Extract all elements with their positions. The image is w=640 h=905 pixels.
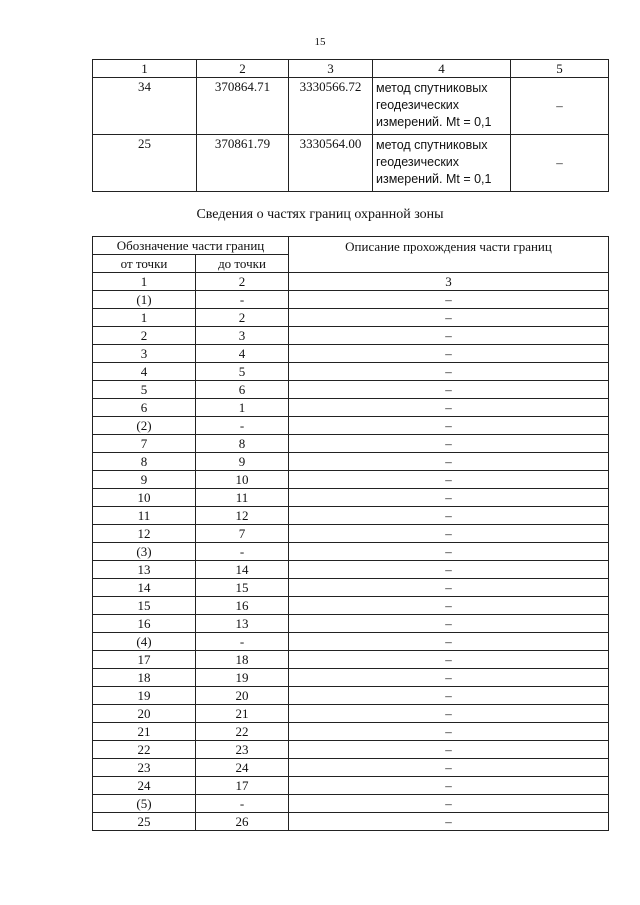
header-to-cell: до точки [196,255,289,273]
from-point-cell: 5 [93,381,196,399]
table-header-row [93,60,609,78]
from-point-cell: (4) [93,633,196,651]
method-cell [373,78,511,135]
y-coordinate-cell: 3330566.72 [289,78,373,135]
to-point-cell: 8 [196,435,289,453]
from-point-cell: 22 [93,741,196,759]
table-row [93,309,609,327]
table-index-row [93,273,609,291]
description-cell: – [289,291,609,309]
description-cell: – [289,345,609,363]
to-point-cell: 16 [196,597,289,615]
to-point-cell: 3 [196,327,289,345]
table-row [93,561,609,579]
x-coordinate-cell: 370861.79 [197,135,289,192]
from-point-cell: 13 [93,561,196,579]
table-row [93,507,609,525]
table-row [93,723,609,741]
table-row [93,777,609,795]
description-cell: – [289,453,609,471]
description-cell: – [289,543,609,561]
table-row [93,579,609,597]
to-point-cell: 21 [196,705,289,723]
section-title: Сведения о частях границ охранной зоны [196,207,444,222]
from-point-cell: 2 [93,327,196,345]
description-cell: – [289,615,609,633]
table-row [93,435,609,453]
from-point-cell: 7 [93,435,196,453]
coordinates-table [92,59,609,192]
from-point-cell: 16 [93,615,196,633]
from-point-cell: 8 [93,453,196,471]
from-point-cell: (3) [93,543,196,561]
method-line: измерений. Mt = 0,1 [376,172,492,186]
method-line: геодезических [376,98,460,112]
description-cell: – [289,669,609,687]
table-row [93,813,609,831]
from-point-cell: 19 [93,687,196,705]
to-point-cell: 17 [196,777,289,795]
x-coordinate-cell: 370864.71 [197,78,289,135]
table-row [93,651,609,669]
index-cell: 3 [289,273,609,291]
to-point-cell: 13 [196,615,289,633]
description-cell: – [289,597,609,615]
table-row [93,453,609,471]
method-cell [373,135,511,192]
description-cell: – [289,777,609,795]
description-cell: – [289,705,609,723]
from-point-cell: 1 [93,309,196,327]
table-row [93,291,609,309]
table-row [93,597,609,615]
note-cell: – [511,78,609,135]
from-point-cell: 9 [93,471,196,489]
table-row [93,417,609,435]
table-row [93,525,609,543]
table-row [93,615,609,633]
to-point-cell: - [196,795,289,813]
table-row [93,705,609,723]
description-cell: – [289,435,609,453]
header-cell: 5 [511,60,609,78]
table-row [93,78,609,135]
to-point-cell: - [196,543,289,561]
from-point-cell: 3 [93,345,196,363]
table-row [93,759,609,777]
table-row [93,471,609,489]
to-point-cell: 4 [196,345,289,363]
from-point-cell: 4 [93,363,196,381]
to-point-cell: 18 [196,651,289,669]
from-point-cell: 21 [93,723,196,741]
from-point-cell: 20 [93,705,196,723]
table-row [93,345,609,363]
page-number: 15 [314,36,326,48]
description-cell: – [289,399,609,417]
note-cell: – [511,135,609,192]
description-cell: – [289,363,609,381]
description-cell: – [289,507,609,525]
to-point-cell: 6 [196,381,289,399]
header-cell: 2 [197,60,289,78]
description-cell: – [289,489,609,507]
to-point-cell: 1 [196,399,289,417]
to-point-cell: 24 [196,759,289,777]
to-point-cell: 12 [196,507,289,525]
method-line: геодезических [376,155,460,169]
table-row [93,399,609,417]
header-cell: 4 [373,60,511,78]
from-point-cell: (1) [93,291,196,309]
header-cell: 1 [93,60,197,78]
description-cell: – [289,795,609,813]
table-row [93,669,609,687]
table-row [93,489,609,507]
description-cell: – [289,813,609,831]
point-cell: 25 [93,135,197,192]
header-from-cell: от точки [93,255,196,273]
method-line: метод спутниковых [376,81,488,95]
description-cell: – [289,579,609,597]
description-cell: – [289,561,609,579]
from-point-cell: 25 [93,813,196,831]
table-row [93,327,609,345]
description-cell: – [289,327,609,345]
to-point-cell: 7 [196,525,289,543]
table-row [93,633,609,651]
description-cell: – [289,525,609,543]
description-cell: – [289,381,609,399]
to-point-cell: 5 [196,363,289,381]
from-point-cell: 17 [93,651,196,669]
description-cell: – [289,471,609,489]
boundary-parts-table [92,236,609,831]
table-row [93,381,609,399]
table-row [93,687,609,705]
description-cell: – [289,651,609,669]
table-header-row [93,237,609,255]
index-cell: 1 [93,273,196,291]
to-point-cell: - [196,417,289,435]
header-cell: 3 [289,60,373,78]
description-cell: – [289,309,609,327]
to-point-cell: 14 [196,561,289,579]
table-row [93,363,609,381]
from-point-cell: 11 [93,507,196,525]
from-point-cell: 6 [93,399,196,417]
method-line: метод спутниковых [376,138,488,152]
to-point-cell: 22 [196,723,289,741]
table-row [93,135,609,192]
to-point-cell: 2 [196,309,289,327]
description-cell: – [289,723,609,741]
from-point-cell: 12 [93,525,196,543]
to-point-cell: 19 [196,669,289,687]
index-cell: 2 [196,273,289,291]
to-point-cell: 23 [196,741,289,759]
from-point-cell: 14 [93,579,196,597]
from-point-cell: 18 [93,669,196,687]
description-cell: – [289,633,609,651]
to-point-cell: 20 [196,687,289,705]
from-point-cell: 10 [93,489,196,507]
to-point-cell: 11 [196,489,289,507]
description-cell: – [289,417,609,435]
to-point-cell: - [196,291,289,309]
from-point-cell: 15 [93,597,196,615]
point-cell: 34 [93,78,197,135]
table-row [93,741,609,759]
table-row [93,543,609,561]
header-description-cell: Описание прохождения части границ [289,237,609,273]
to-point-cell: 15 [196,579,289,597]
to-point-cell: 9 [196,453,289,471]
description-cell: – [289,741,609,759]
description-cell: – [289,687,609,705]
to-point-cell: 26 [196,813,289,831]
from-point-cell: 24 [93,777,196,795]
from-point-cell: (2) [93,417,196,435]
table-row [93,795,609,813]
to-point-cell: - [196,633,289,651]
header-group-cell: Обозначение части границ [93,237,289,255]
description-cell: – [289,759,609,777]
y-coordinate-cell: 3330564.00 [289,135,373,192]
from-point-cell: (5) [93,795,196,813]
from-point-cell: 23 [93,759,196,777]
method-line: измерений. Mt = 0,1 [376,115,492,129]
to-point-cell: 10 [196,471,289,489]
